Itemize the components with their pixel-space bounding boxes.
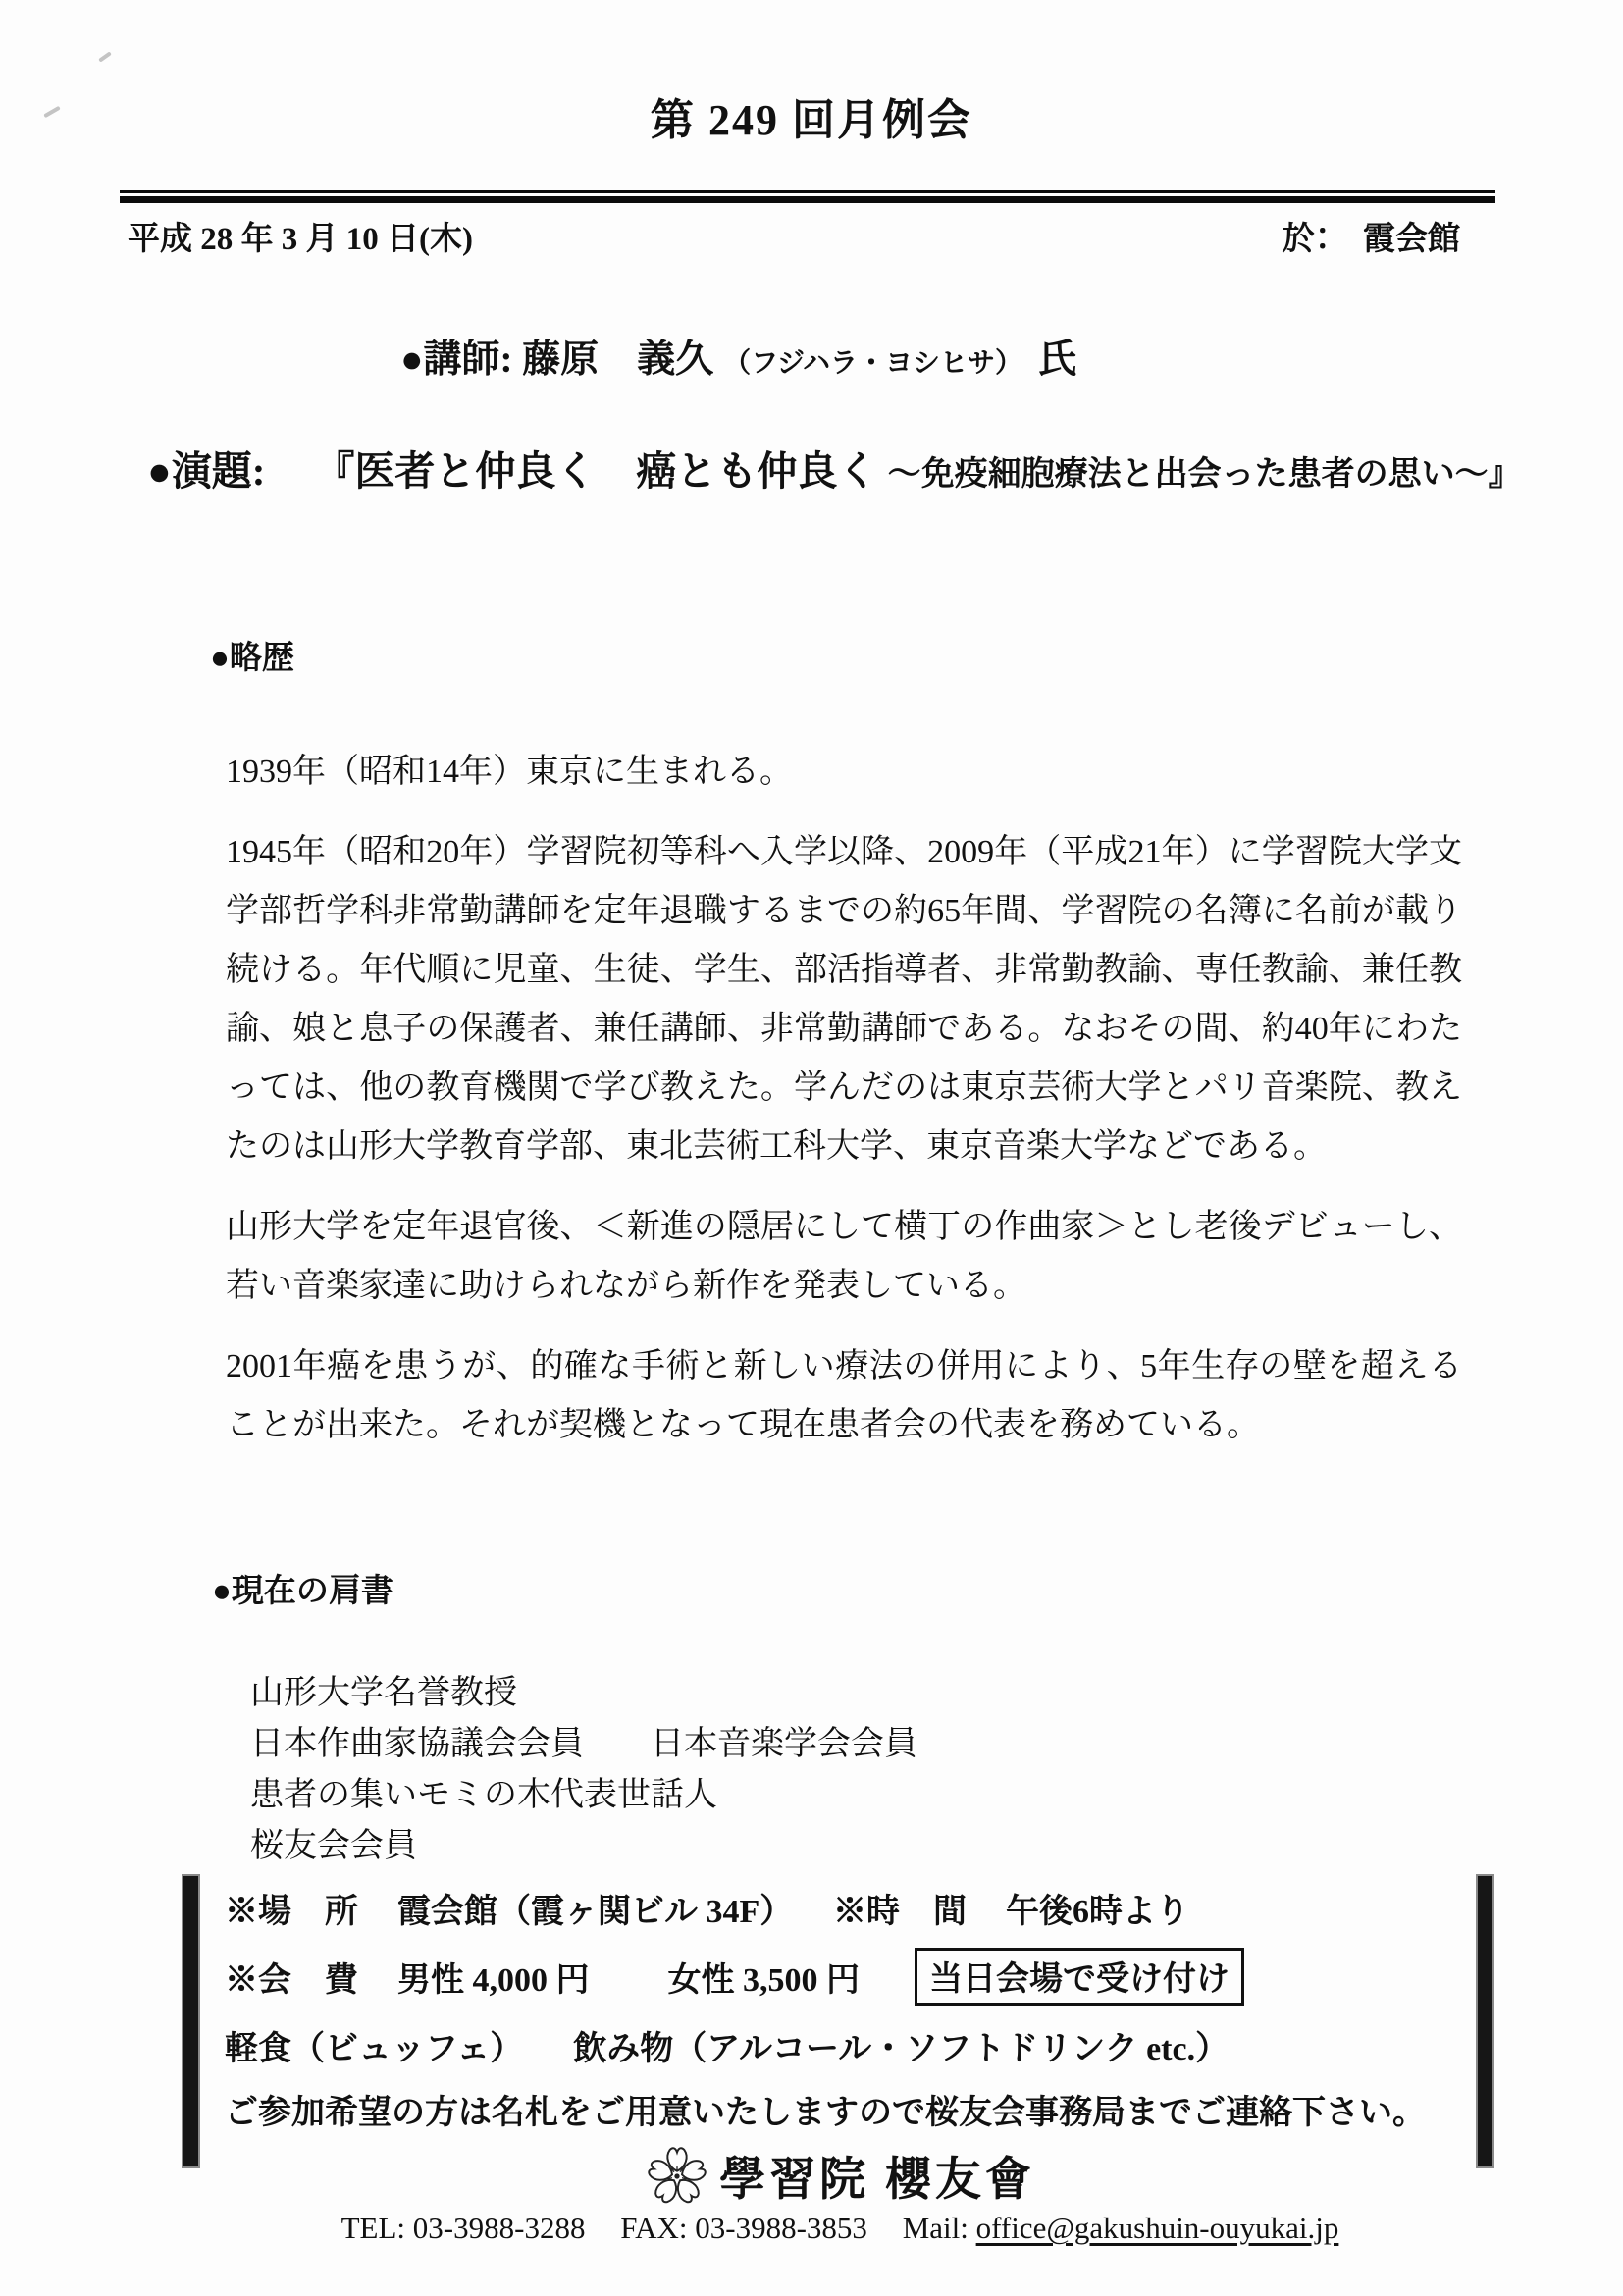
organization-name: 學習院 櫻友會	[719, 2155, 1035, 2206]
mail-segment	[903, 2211, 1339, 2245]
biography-paragraph: 1945年（昭和20年）学習院初等科へ入学以降、2009年（平成21年）に学習院大学文学部哲学科非常勤講師を定年退職するまでの約65年間、学習院の名簿に名前が載り続ける。年代順に児童、生徒、学生、部活指導者、非常勤教諭、専任教諭、兼任教諭、娘と息子の保護者、兼任講師、非常勤講師である。なおその間、約40年にわたっては、他の教育機関で学び教えた。学んだのは東京芸術大学とパリ音楽院、教えたのは山形大学教育学部、東北芸術工科大学、東京音楽大学などである。	[226, 834, 1462, 1165]
place-label: ※場 所	[225, 1894, 358, 1930]
organization-row	[225, 2143, 1455, 2209]
tel-number: 03-3988-3288	[412, 2211, 586, 2245]
title-rule-thick	[120, 196, 1495, 203]
participation-note: ご参加希望の方は名札をご用意いたしますので桜友会事務局までご連絡下さい。	[225, 2095, 1426, 2131]
current-titles-heading: ●現在の肩書	[212, 1574, 393, 1609]
lecturer-honorific: 氏	[1037, 337, 1077, 381]
fee-male: 男性 4,000 円	[397, 1962, 590, 1999]
email-link[interactable]: office@gakushuin-ouyukai.jp	[975, 2211, 1339, 2245]
topic-title-sub: ～免疫細胞療法と出会った患者の思い～』	[887, 456, 1522, 493]
event-info-box	[182, 1866, 1494, 2245]
fax-segment	[620, 2211, 867, 2245]
page-title: 第 249 回月例会	[651, 96, 972, 144]
title-rule-thin	[120, 190, 1495, 193]
cherry-blossom-icon	[645, 2144, 709, 2209]
biography-paragraph: 1939年（昭和14年）東京に生まれる。	[226, 754, 793, 790]
title-item: 山形大学名誉教授	[250, 1675, 517, 1711]
place-value: 霞会館（霞ヶ関ビル 34F）	[397, 1894, 794, 1930]
time-group	[833, 1884, 1189, 1932]
current-titles-list	[250, 1668, 1623, 1872]
title-item: 患者の集いモミの木代表世話人	[250, 1777, 717, 1813]
info-box-left-bar	[182, 1874, 200, 2168]
time-label: ※時 間	[833, 1894, 967, 1930]
title-item: 桜友会会員	[250, 1828, 417, 1864]
mail-label: Mail:	[902, 2211, 969, 2245]
title-item: 日本作曲家協議会会員 日本音楽学会会員	[250, 1726, 917, 1762]
scan-artifact	[98, 51, 112, 62]
fax-number: 03-3988-3853	[695, 2211, 867, 2245]
place-group	[225, 1884, 833, 1932]
topic-title-main: 『医者と仲良く 癌とも仲良く	[314, 448, 878, 494]
fee-female: 女性 3,500 円	[667, 1962, 860, 1999]
date-row	[128, 213, 1460, 259]
time-value: 午後6時より	[1006, 1894, 1189, 1930]
lecturer-kana: （フジハラ・ヨシヒサ）	[723, 348, 1022, 379]
fee-row	[225, 1948, 1455, 2006]
topic-line	[147, 439, 1623, 496]
meeting-date: 平成 28 年 3 月 10 日(木)	[128, 222, 473, 257]
venue-label: 於： 霞会館	[1282, 222, 1460, 257]
fee-label: ※会 費	[225, 1962, 358, 1999]
tel-segment	[341, 2211, 586, 2245]
topic-label: ●演題:	[147, 448, 266, 494]
info-box-right-bar	[1476, 1874, 1494, 2168]
info-box-content	[225, 1884, 1455, 2246]
reception-badge: 当日会場で受け付け	[915, 1948, 1244, 2006]
biography-heading: ●略歴	[210, 641, 294, 676]
biography-paragraph: 山形大学を定年退官後、＜新進の隠居にして横丁の作曲家＞とし老後デビューし、若い音楽家達に助けられながら新作を発表している。	[226, 1209, 1462, 1304]
place-time-row	[225, 1884, 1455, 1932]
contact-row	[225, 2211, 1455, 2246]
tel-label: TEL:	[340, 2211, 406, 2245]
biography-paragraphs	[226, 743, 1462, 1455]
biography-paragraph: 2001年癌を患うが、的確な手術と新しい療法の併用により、5年生存の壁を超えることが出来た。それが契機となって現在患者会の代表を務めている。	[226, 1348, 1462, 1443]
lecturer-label: ●講師:	[400, 339, 513, 381]
lecturer-line	[400, 328, 1623, 384]
lecturer-name: 藤原 義久	[522, 339, 714, 381]
fax-label: FAX:	[620, 2211, 688, 2245]
refreshments-row: 軽食（ビュッフェ） 飲み物（アルコール・ソフトドリンク etc.）	[225, 2031, 1230, 2067]
